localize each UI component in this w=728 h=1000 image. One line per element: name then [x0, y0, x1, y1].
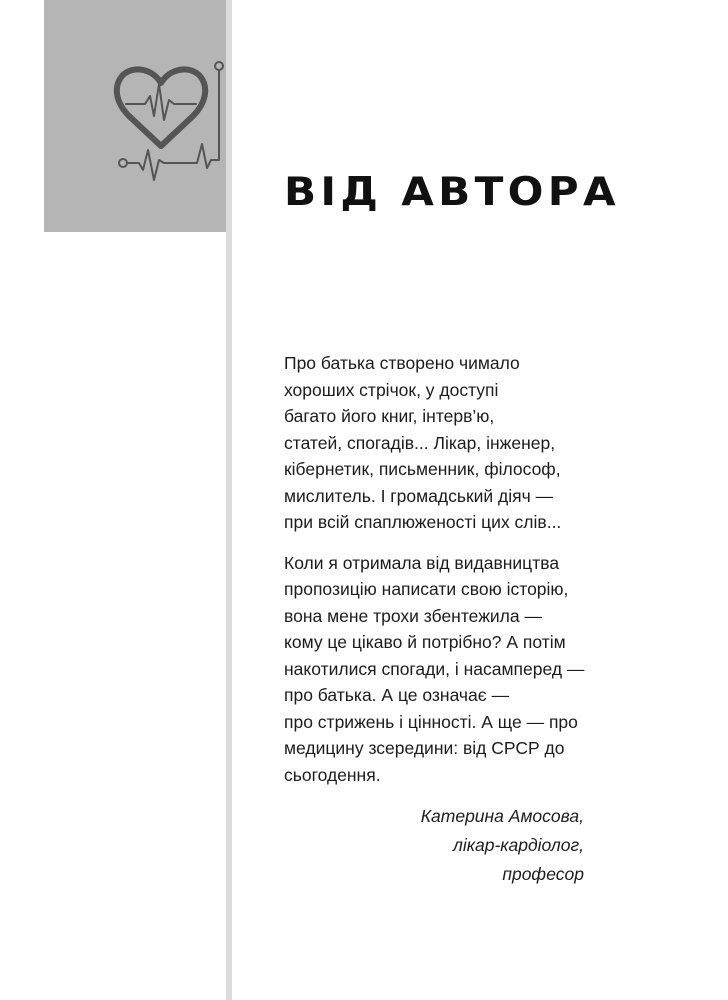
text-line: хороших стрічок, у доступі [284, 379, 499, 400]
text-line: Про батька створено чимало [284, 353, 520, 373]
paragraph [284, 550, 614, 789]
logo-block [44, 0, 226, 232]
author-signature [421, 802, 584, 889]
text-line: вона мене трохи збентежила — [284, 605, 542, 626]
author-title: професор [502, 864, 584, 884]
text-line: про стрижень і цінності. А ще — про [284, 711, 578, 732]
text-line: кібернетик, письменник, філософ, [284, 459, 561, 479]
text-line: мислитель. І громадський діяч — [284, 485, 554, 506]
text-line: про батька. А це означає — [284, 685, 510, 705]
text-line: пропозицію написати свою історію, [284, 579, 569, 599]
author-name: Катерина Амосова, [420, 806, 584, 826]
text-line: медицину зсередини: від СРСР до [284, 738, 565, 758]
vertical-divider [226, 0, 232, 1000]
paragraph [284, 350, 614, 536]
text-line: багато його книг, інтерв’ю, [284, 406, 495, 426]
text-line: накотилися спогади, і насамперед — [284, 658, 585, 679]
text-line: кому це цікаво й потрібно? А потім [284, 632, 566, 652]
body-text [284, 350, 614, 802]
page-title: ВІД АВТОРА [284, 170, 620, 215]
text-line: сьогодення. [284, 764, 381, 785]
heart-cardiogram-icon [44, 0, 226, 232]
text-line: статей, спогадів... Лікар, інженер, [284, 432, 556, 453]
author-role: лікар-кардіолог, [452, 835, 584, 855]
text-line: Коли я отримала від видавництва [284, 552, 560, 573]
text-line: при всій спаплюженості цих слів... [284, 512, 562, 532]
